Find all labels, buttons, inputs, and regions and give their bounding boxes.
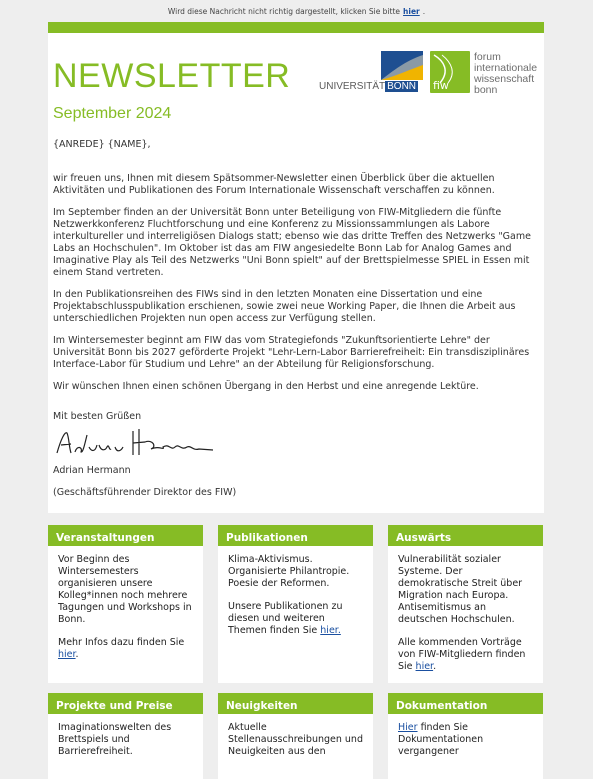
box-veranstaltungen-link[interactable]: hier	[58, 649, 76, 660]
box-veranstaltungen: Veranstaltungen Vor Beginn des Wintersemesters organisieren unsere Kolleg*innen noch mehrere Tagungen und Workshops in Bonn. Mehr Infos dazu finden Sie hier.	[48, 525, 203, 683]
box-projekte	[48, 693, 203, 779]
preheader-after: .	[422, 6, 426, 16]
newsletter	[48, 22, 544, 779]
signer-role: (Geschäftsführender Direktor des FIW)	[53, 487, 237, 498]
university-emblem-icon	[381, 51, 423, 80]
preheader-link[interactable]: hier	[403, 6, 420, 16]
box-veranstaltungen-title: Veranstaltungen	[48, 525, 203, 546]
box-dokumentation-text: finden Sie Dokumentationen vergangener	[398, 722, 484, 757]
box-publikationen-link[interactable]: hier.	[320, 625, 341, 636]
top-accent-bar	[48, 22, 544, 33]
preheader	[0, 0, 593, 22]
newsletter-title: NEWSLETTER	[53, 57, 291, 95]
newsletter-date: September 2024	[53, 105, 172, 122]
box-dokumentation	[388, 693, 543, 779]
closing: Mit besten Grüßen	[53, 411, 142, 422]
university-logo[interactable]	[319, 51, 423, 97]
salutation: {ANREDE} {NAME},	[53, 139, 151, 150]
box-neuigkeiten-title: Neuigkeiten	[218, 693, 373, 714]
university-wordmark-bonn: BONN	[387, 81, 417, 92]
paragraph-wishes: Wir wünschen Ihnen einen schönen Übergang in den Herbst und eine anregende Lektüre.	[53, 381, 479, 392]
fiw-logo-icon	[430, 51, 470, 93]
box-neuigkeiten	[218, 693, 373, 779]
paragraph-events: Im September finden an der Universität Bonn unter Beteiligung von FIW-Mitgliedern die fünfte Netzwerkkonferenz Fluchtforschung und eine Konferenz zu Missionssammlungen als Labore interkultureller und interreligiösen Dialogs statt; ebenso wie das dritte Treffen des Netzwerks "Game Labs an Hochschulen". Im Oktober ist das am FIW angesiedelte Bonn Lab for Analog Games and Imaginative Play als Teil des Netzwerks "Uni Bonn spielt" auf der Brettspielmesse SPIEL in Essen mit einem Stand vertreten.	[53, 207, 531, 278]
svg-text:fiw: fiw	[433, 79, 449, 92]
box-neuigkeiten-text: Aktuelle Stellenausschreibungen und Neuigkeiten aus den	[228, 722, 363, 757]
box-publikationen-text: Klima-Aktivismus. Organisierte Philantropie. Poesie der Reformen.	[228, 554, 350, 589]
box-auswaerts-more: Alle kommenden Vorträge von FIW-Mitgliedern finden Sie	[398, 637, 526, 672]
header	[48, 33, 544, 133]
paragraph-project: Im Wintersemester beginnt am FIW das vom Strategiefonds "Zukunftsorientierte Lehre" der Universität Bonn bis 2027 geförderte Projekt "Lehr-Lern-Labor Barrierefreiheit: Ein transdisziplinäres Interface-Labor für Studium und Lehre" an der Abteilung für Religionsforschung.	[53, 335, 530, 370]
paragraph-publications: In den Publikationsreihen des FIWs sind in den letzten Monaten eine Dissertation und eine Projektabschlusspublikation erschienen, sowie zwei neue Working Paper, die Ihnen die Arbeit aus unterschiedlichen Projekten nun open access zur Verfügung stellen.	[53, 289, 516, 324]
newsletter-card	[48, 33, 544, 513]
box-auswaerts: Auswärts Vulnerabilität sozialer Systeme. Der demokratische Streit über Migration nach Europa. Antisemitismus an deutschen Hochschulen. Alle kommenden Vorträge von FIW-Mitgliedern finden Sie hier.	[388, 525, 543, 683]
box-projekte-title: Projekte und Preise	[48, 693, 203, 714]
box-publikationen-title: Publikationen	[218, 525, 373, 546]
box-auswaerts-link[interactable]: hier	[415, 661, 434, 672]
teaser-row-2	[48, 693, 544, 779]
box-projekte-text: Imaginationswelten des Brettspiels und Barrierefreiheit.	[58, 722, 172, 757]
box-publikationen-more: Unsere Publikationen zu diesen und weiteren Themen finden Sie	[228, 601, 343, 636]
box-auswaerts-text: Vulnerabilität sozialer Systeme. Der demokratische Streit über Migration nach Europa. Antisemitismus an deutschen Hochschulen.	[398, 554, 523, 625]
university-wordmark: UNIVERSITÄT BONN	[319, 81, 417, 92]
paragraph-intro: wir freuen uns, Ihnen mit diesem Spätsommer-Newsletter einen Überblick über die aktuellen Aktivitäten und Publikationen des Forum Internationale Wissenschaft verschaffen zu können.	[53, 173, 495, 196]
fiw-wordmark: forum internationale wissenschaft bonn	[474, 51, 538, 96]
fiw-logo-mark[interactable]	[430, 51, 470, 93]
box-dokumentation-link[interactable]: Hier	[398, 722, 418, 733]
signer-name: Adrian Hermann	[53, 465, 131, 476]
newsletter-body	[48, 133, 544, 513]
box-veranstaltungen-more: Mehr Infos dazu finden Sie	[58, 637, 185, 648]
box-veranstaltungen-text: Vor Beginn des Wintersemesters organisieren unsere Kolleg*innen noch mehrere Tagungen und Workshops in Bonn.	[58, 554, 192, 625]
box-auswaerts-title: Auswärts	[388, 525, 543, 546]
teaser-row-1	[48, 525, 544, 683]
signature-image	[53, 425, 223, 459]
box-publikationen	[218, 525, 373, 683]
preheader-text: Wird diese Nachricht nicht richtig dargestellt, klicken Sie bitte	[167, 6, 401, 16]
box-dokumentation-title: Dokumentation	[388, 693, 543, 714]
